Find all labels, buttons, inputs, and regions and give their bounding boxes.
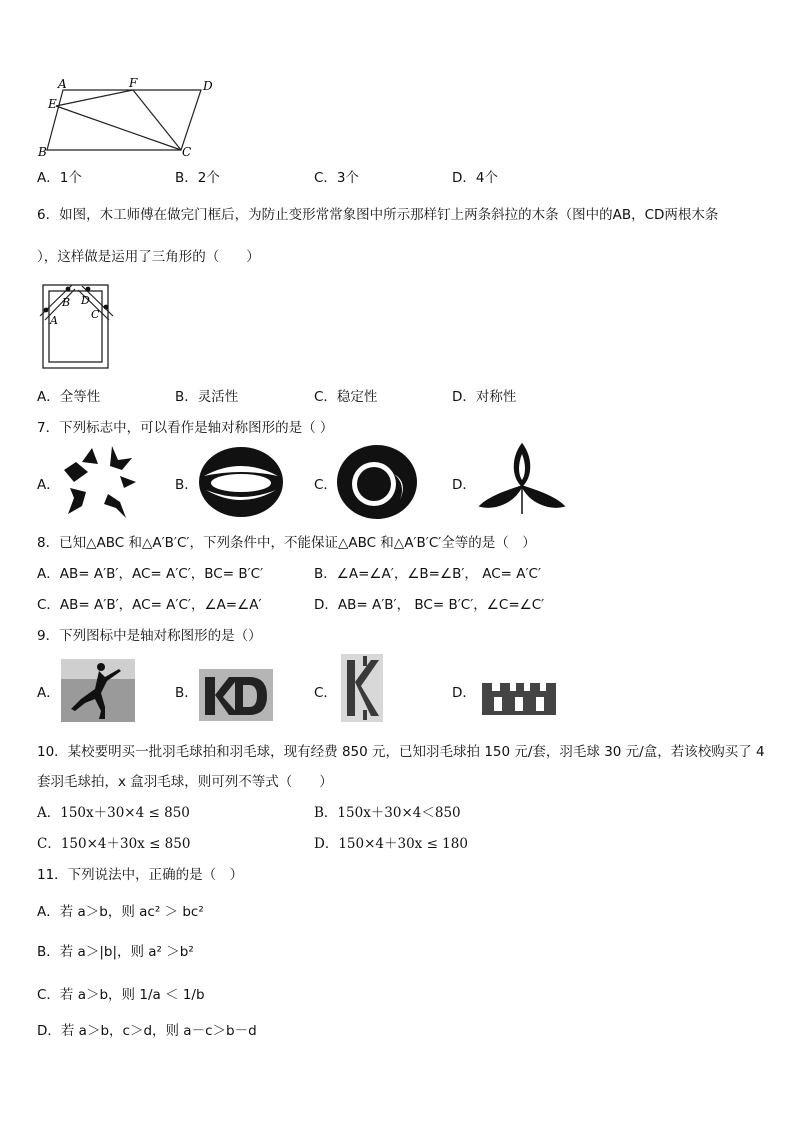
q6-option-a[interactable]: A．全等性 <box>37 389 101 405</box>
q11-option-d[interactable]: D．若 a＞b，c＞d，则 a－c＞b－d <box>37 1023 257 1039</box>
q11-option-a[interactable]: A．若 a＞b，则 ac² ＞ bc² <box>37 904 204 920</box>
label-A: A <box>50 314 58 327</box>
q8-stem: 8．已知△ABC 和△A′B′C′，下列条件中，不能保证△ABC 和△A′B′C′全等的是（ ） <box>37 535 536 551</box>
q9-stem: 9．下列图标中是轴对称图形的是（） <box>37 628 262 644</box>
q10-stem-line1: 10．某校要明买一批羽毛球拍和羽毛球，现有经费 850 元，已知羽毛球拍 150 元/套，羽毛球 30 元/盒，若该校购买了 4 <box>37 744 765 760</box>
three-petal-logo <box>476 440 568 520</box>
q8-option-a[interactable]: A．AB= A′B′，AC= A′C′，BC= B′C′ <box>37 566 264 582</box>
q6-option-c[interactable]: C．稳定性 <box>314 389 378 405</box>
parallelogram-figure <box>36 76 216 158</box>
q10-option-c[interactable]: C．150×4＋30x ≤ 850 <box>37 836 191 852</box>
q9-option-b[interactable]: B． <box>175 685 198 701</box>
label-D: D <box>203 79 213 93</box>
label-B: B <box>62 296 71 309</box>
label-E: E <box>48 97 57 111</box>
swirl-circle-logo <box>336 444 418 520</box>
q5-option-c[interactable]: C．3个 <box>314 170 360 186</box>
q7-option-a[interactable]: A． <box>37 477 60 493</box>
label-F: F <box>129 76 138 90</box>
jumpman-logo <box>61 659 135 722</box>
four-star-logo <box>60 442 142 520</box>
q6-option-d[interactable]: D．对称性 <box>452 389 517 405</box>
q11-stem: 11．下列说法中，正确的是（ ） <box>37 867 244 883</box>
crown-castle-logo <box>480 681 558 717</box>
kyrie-logo <box>341 654 383 722</box>
label-C: C <box>91 308 100 321</box>
q10-stem-line2: 套羽毛球拍，x 盒羽毛球，则可列不等式（ ） <box>37 774 333 790</box>
q11-option-c[interactable]: C．若 a＞b，则 1/a ＜ 1/b <box>37 987 205 1003</box>
q5-option-b[interactable]: B．2个 <box>175 170 220 186</box>
q6-stem-line1: 6．如图，木工师傅在做完门框后，为防止变形常常象图中所示那样钉上两条斜拉的木条（图中的AB，CD两根木条 <box>37 207 719 223</box>
q6-stem-line2: ），这样做是运用了三角形的（ ） <box>37 249 260 265</box>
q5-option-a[interactable]: A．1个 <box>37 170 82 186</box>
q5-option-d[interactable]: D．4个 <box>452 170 498 186</box>
q9-option-d[interactable]: D． <box>452 685 476 701</box>
q7-option-c[interactable]: C． <box>314 477 337 493</box>
q9-option-c[interactable]: C． <box>314 685 337 701</box>
q7-option-b[interactable]: B． <box>175 477 198 493</box>
kd-logo <box>199 669 273 721</box>
q8-option-b[interactable]: B．∠A=∠A′，∠B=∠B′， AC= A′C′ <box>314 566 542 582</box>
q10-option-b[interactable]: B．150x＋30×4＜850 <box>314 805 461 821</box>
q7-stem: 7．下列标志中，可以看作是轴对称图形的是（ ） <box>37 420 334 436</box>
label-A: A <box>58 77 67 91</box>
q7-option-d[interactable]: D． <box>452 477 476 493</box>
q8-option-c[interactable]: C．AB= A′B′，AC= A′C′，∠A=∠A′ <box>37 597 262 613</box>
q10-option-d[interactable]: D．150×4＋30x ≤ 180 <box>314 836 468 852</box>
door-frame-figure <box>36 280 120 372</box>
q9-option-a[interactable]: A． <box>37 685 60 701</box>
q11-option-b[interactable]: B．若 a＞|b|，则 a² ＞b² <box>37 944 194 960</box>
eye-ring-logo <box>198 446 284 518</box>
label-D: D <box>81 294 90 307</box>
q10-option-a[interactable]: A．150x＋30×4 ≤ 850 <box>37 805 190 821</box>
label-B: B <box>38 145 47 158</box>
q6-option-b[interactable]: B．灵活性 <box>175 389 239 405</box>
q8-option-d[interactable]: D．AB= A′B′， BC= B′C′，∠C=∠C′ <box>314 597 545 613</box>
label-C: C <box>182 145 192 158</box>
